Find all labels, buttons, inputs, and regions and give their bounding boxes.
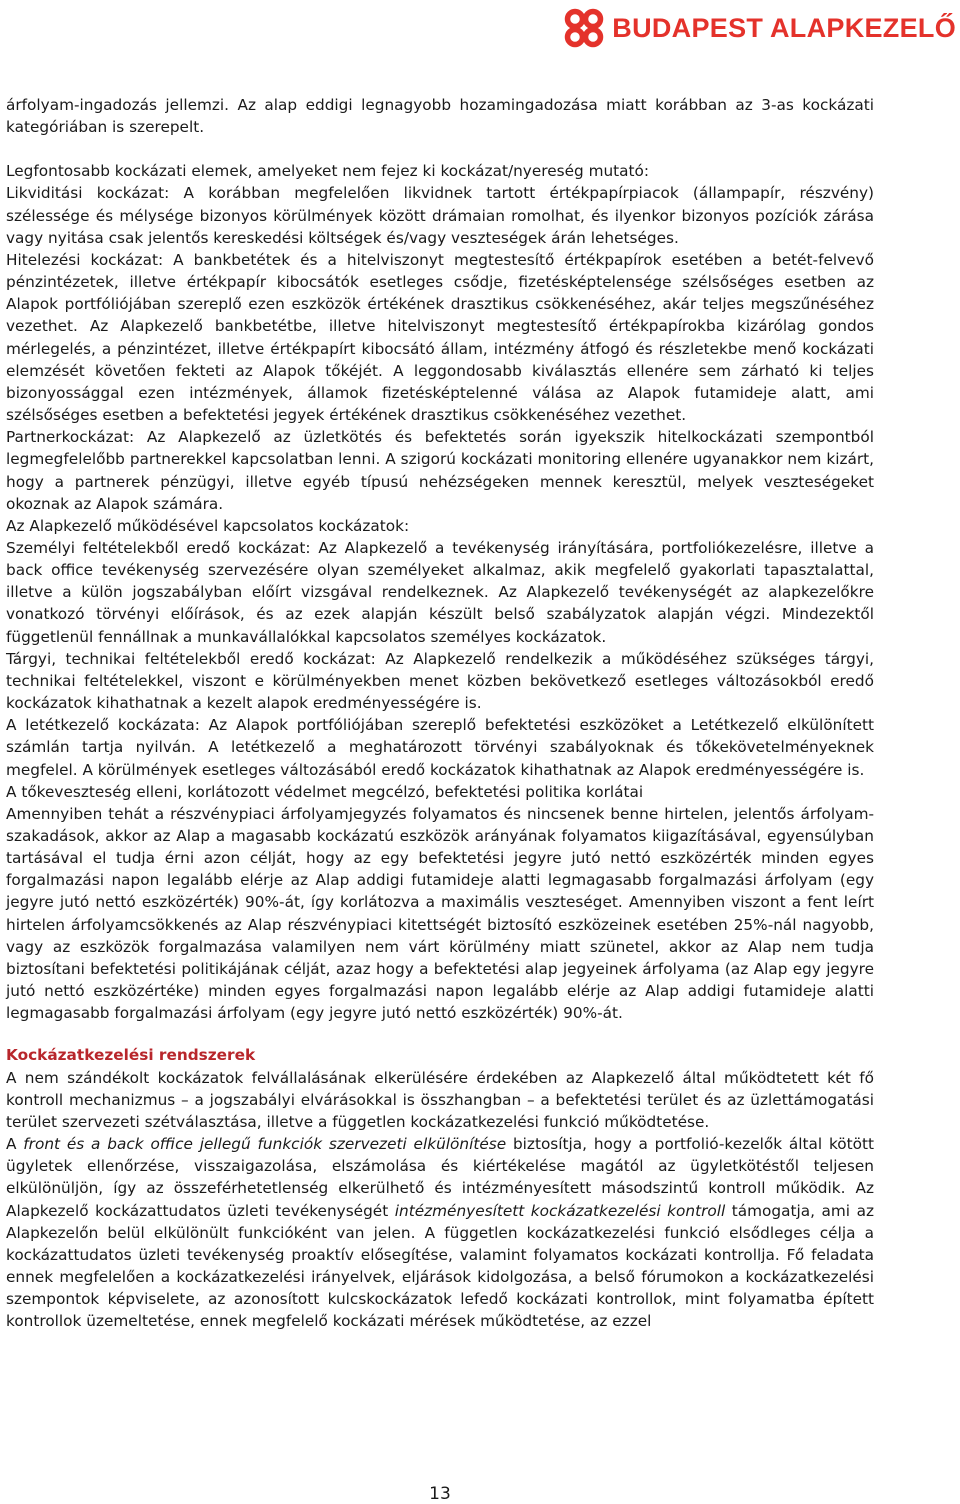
page-number: 13	[429, 1484, 451, 1504]
document-body	[6, 94, 874, 1332]
emphasis-text: front és a back office jellegű funkciók szervezeti elkülönítése	[23, 1135, 507, 1154]
budapest-alapkezelo-mark-icon	[562, 6, 606, 50]
paragraph: Tárgyi, technikai feltételekből eredő kockázat: Az Alapkezelő rendelkezik a működéséhez szükséges tárgyi, technikai feltételekkel, viszont e körülményekben menet közben bekövetkező esetleges változásokból eredő kockázatok kihathatnak a kezelt alapok eredményességére is.	[6, 649, 874, 713]
emphasis-text: intézményesített kockázatkezelési kontroll	[394, 1201, 726, 1220]
paragraph: A front és a back office jellegű funkciók szervezeti elkülönítése biztosítja, hogy a portfolió-kezelők által kötött ügyletek ellenőrzése, visszaigazolása, elszámolása és kiértékelése magától az ügyletkötéstől teljesen elkülönüljön, így az összeférhetetlenség elkerülhető és intézményesített másodszintű kontroll működik. Az Alapkezelő kockázattudatos üzleti tevékenységét intézményesített kockázatkezelési kontroll támogatja, ami az Alapkezelőn belül elkülönült funkcióként van jelen. A független kockázatkezelési funkció elsődleges célja a kockázattudatos üzleti tevékenység proaktív elősegítése, valamint folyamatos kockázati kontrollja. Fő feladata ennek megfelelően a kockázatkezelési irányelvek, eljárások kidolgozása, a belső fórumokon a kockázatkezelési szempontok képviselete, az azonosított kulcskockázatok lefedő kockázati kontrollok, mint folyamatba épített kontrollok üzemeltetése, ennek megfelelő kockázati mérések működtetése, az ezzel	[6, 1135, 874, 1331]
paragraph: Partnerkockázat: Az Alapkezelő az üzletkötés és befektetés során igyekszik hitelkockázati szempontból legmegfelelőbb partnerekkel kapcsolatban lenni. A szigorú kockázati monitoring ellenére ugyanakkor nem kizárt, hogy a partnerek pénzügyi, illetve egyéb típusú nehézségeken mennek keresztül, melyek veszteségeket okoznak az Alapok számára.	[6, 428, 874, 513]
paragraph: A letétkezelő kockázata: Az Alapok portfóliójában szereplő befektetési eszközöket a Letétkezelő elkülönített számlán tartja nyilván. A letétkezelő a meghatározott törvényi szabályoknak és tőkekövetelményeknek megfelel. A körülmények esetleges változásából eredő kockázatok kihathatnak az Alapok eredményességére is.	[6, 716, 874, 779]
logo-text: BUDAPEST ALAPKEZELŐ	[612, 12, 956, 43]
paragraph: Legfontosabb kockázati elemek, amelyeket nem fejez ki kockázat/nyereség mutató:	[6, 162, 650, 181]
paragraph: Személyi feltételekből eredő kockázat: Az Alapkezelő a tevékenység irányítására, portfoliókezelésre, illetve a back office tevékenység szervezésére olyan személyeket alkalmaz, akik megfelelő gyakorlati tapasztalattal, illetve a külön jogszabályban előírt vizsgával rendelkeznek. Az Alapkezelő tevékenységét az alapkezelőkre vonatkozó törvényi előírások, és az ezek alapján készült belső szabályzatok alapján végzi. Mindezektől függetlenül fennállnak a munkavállalókkal kapcsolatos személyes kockázatok.	[6, 538, 874, 646]
paragraph: Az Alapkezelő működésével kapcsolatos kockázatok:	[6, 516, 410, 535]
paragraph: Hitelezési kockázat: A bankbetétek és a hitelviszonyt megtestesítő értékpapírok esetében a betét-felvevő pénzintézetek, illetve értékpapír kibocsátók esetleges csődje, fizetésképtelensége szélsőséges esetben az Alapok portfóliójában szereplő ezen eszközök értékének drasztikus csökkenéséhez, akár teljes megszűnéséhez vezethet. Az Alapkezelő bankbetétbe, illetve hitelviszonyt megtestesítő értékpapírokba kizárólag gondos mérlegelés, a pénzintézet, illetve értékpapírt kibocsátó állam, intézmény átfogó és részletekbe menő kockázati elemzését követően fekteti az Alapok tőkéjét. A leggondosabb kiválasztás ellenére sem zárható ki teljes bizonyossággal ezen intézmények, államok fizetésképtelenné válása az Alapok futamideje alatt, ami szélsőséges esetben a befektetési jegyek értékének drasztikus csökkenéséhez vezethet.	[6, 250, 874, 425]
paragraph: A nem szándékolt kockázatok felvállalásának elkerülésére érdekében az Alapkezelő által működtetett két fő kontroll mechanizmus – a jogszabályi elvárásokkal is összhangban – a befektetési terület és az üzlettámogatási terület szervezeti szétválasztása, illetve a független kockázatkezelési funkció működtetése.	[6, 1068, 874, 1131]
company-logo	[562, 6, 956, 50]
section-heading: Kockázatkezelési rendszerek	[6, 1046, 256, 1065]
paragraph: A tőkeveszteség elleni, korlátozott védelmet megcélzó, befektetési politika korlátai	[6, 782, 644, 801]
paragraph: Amennyiben tehát a részvénypiaci árfolyamjegyzés folyamatos és nincsenek benne hirtelen, jelentős árfolyam-szakadások, akkor az Alap a magasabb kockázatú eszközök arányának folyamatos kiigazításával, egyensúlyban tartásával el tudja érni azon célját, hogy az egy befektetési jegyre jutó nettó eszközérték minden egyes forgalmazási napon legalább elérje az Alap addigi futamideje alatti legmagasabb forgalmazási árfolyam (egy jegyre jutó nettó eszközérték) 90%-át, így korlátozva a maximális veszteséget. Amennyiben viszont a fent leírt hirtelen árfolyamcsökkenés az Alap részvénypiaci kitettségét biztosító eszközeinek esetében 25%-nál nagyobb, vagy az eszközök forgalmazása valamilyen nem várt körülmény miatt szünetel, akkor az Alap nem tudja biztosítani befektetési politikájának célját, azaz hogy a befektetési alap jegyeinek árfolyama (az Alap egy jegyre jutó nettó eszközértéke) minden egyes forgalmazási napon legalább elérje az Alap addigi futamideje alatti legmagasabb forgalmazási árfolyam (egy jegyre jutó nettó eszközérték) 90%-át.	[6, 804, 874, 1023]
paragraph: árfolyam-ingadozás jellemzi. Az alap eddigi legnagyobb hozamingadozása miatt korábban az 3-as kockázati kategóriában is szerepelt.	[6, 96, 874, 137]
paragraph: Likviditási kockázat: A korábban megfelelően likvidnek tartott értékpapírpiacok (állampapír, részvény) szélessége és mélysége bizonyos körülmények között drámaian romolhat, és ilyenkor bizonyos pozíciók zárása vagy nyitása csak jelentős kereskedési költségek és/vagy veszteségek árán lehetséges.	[6, 184, 874, 247]
